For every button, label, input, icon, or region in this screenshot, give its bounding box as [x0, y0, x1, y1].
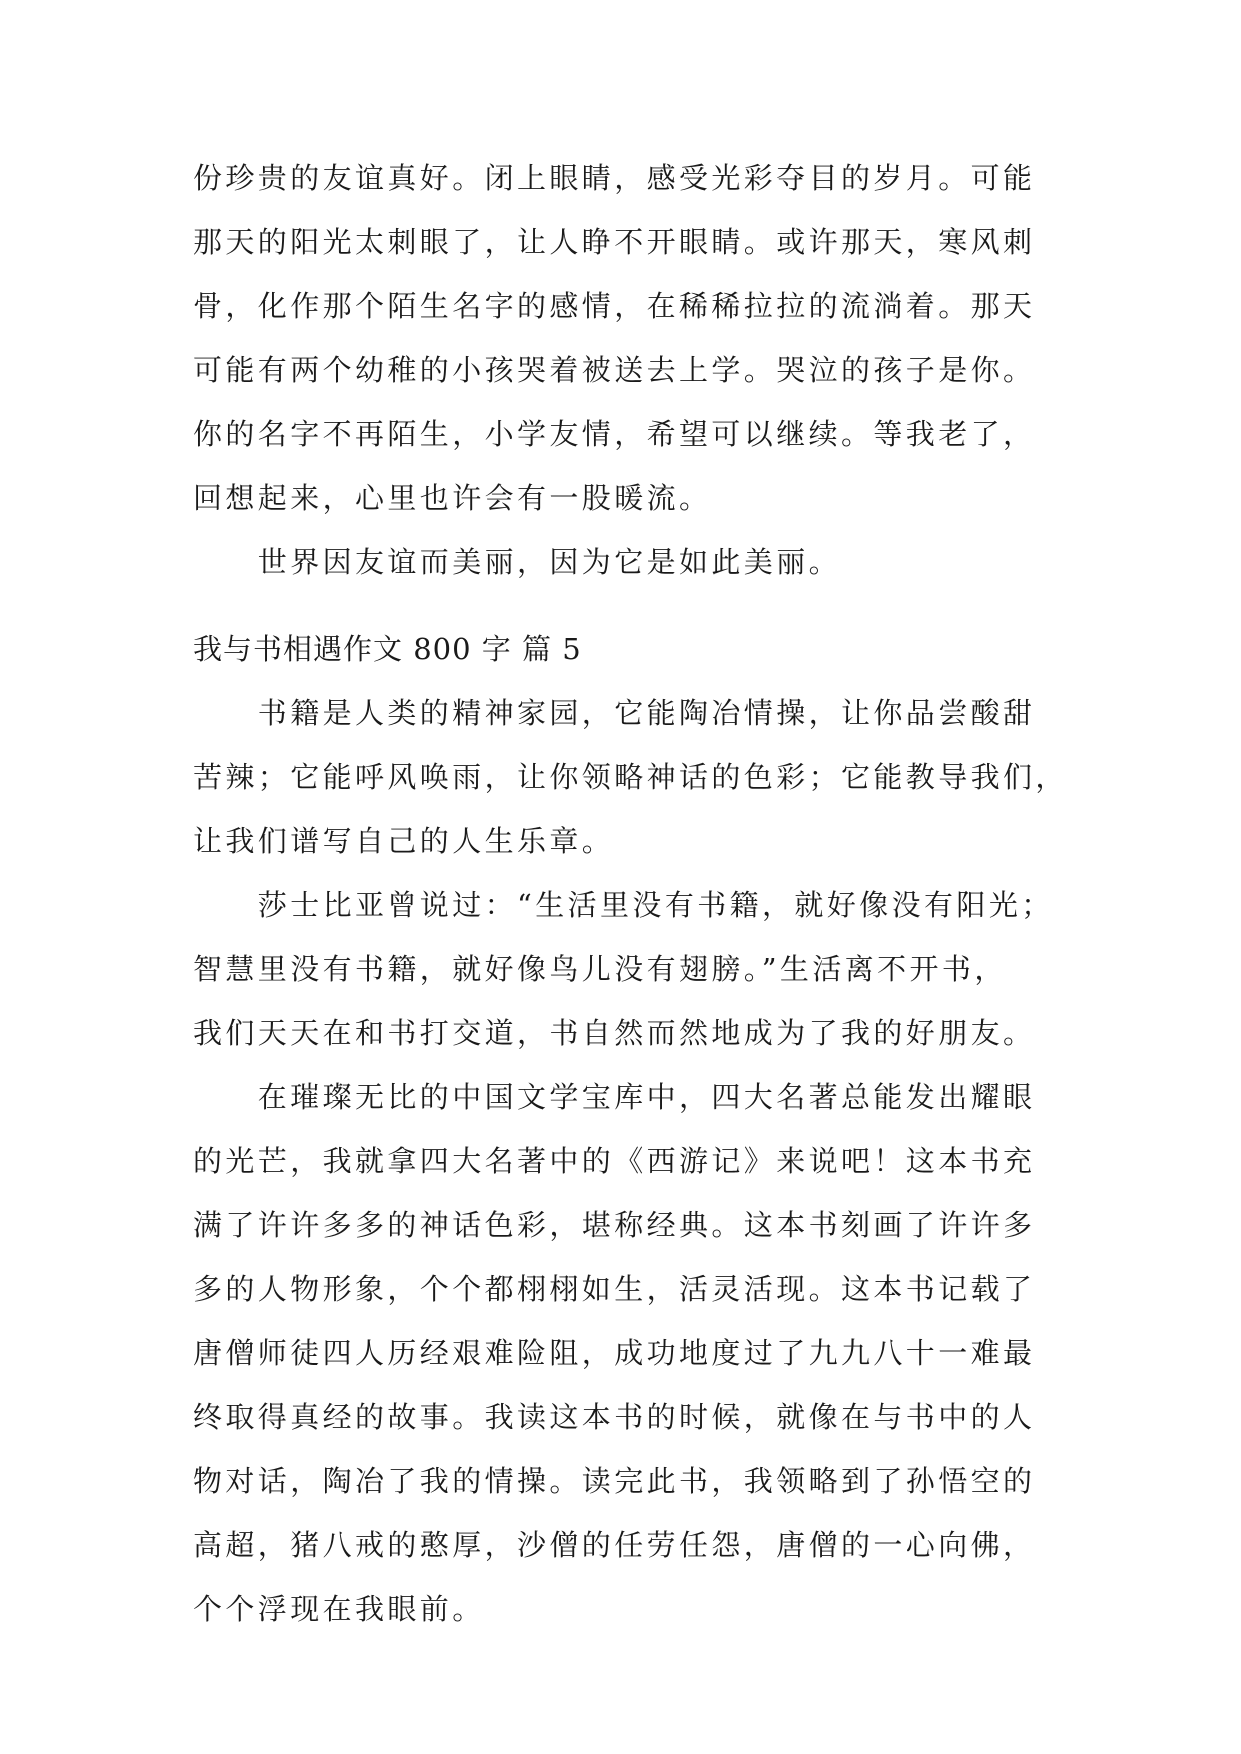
text-line: 在璀璨无比的中国文学宝库中，四大名著总能发出耀眼: [193, 1080, 1036, 1114]
section-heading: 我与书相遇作文 800 字 篇 5: [193, 632, 582, 666]
text-line: 智慧里没有书籍，就好像鸟儿没有翅膀。”生活离不开书，: [193, 952, 1007, 986]
text-line: 多的人物形象，个个都栩栩如生，活灵活现。这本书记载了: [193, 1272, 1036, 1306]
text-line: 个个浮现在我眼前。: [193, 1592, 485, 1626]
text-line: 终取得真经的故事。我读这本书的时候，就像在与书中的人: [193, 1400, 1036, 1434]
text-line: 的光芒，我就拿四大名著中的《西游记》来说吧！这本书充: [193, 1144, 1036, 1178]
text-line: 我们天天在和书打交道，书自然而然地成为了我的好朋友。: [193, 1016, 1036, 1050]
text-line: 莎士比亚曾说过：“生活里没有书籍，就好像没有阳光；: [193, 888, 1054, 922]
text-line: 高超，猪八戒的憨厚，沙僧的任劳任怨，唐僧的一心向佛，: [193, 1528, 1036, 1562]
text-line: 回想起来，心里也许会有一股暖流。: [193, 481, 712, 515]
text-line: 物对话，陶冶了我的情操。读完此书，我领略到了孙悟空的: [193, 1464, 1036, 1498]
text-line: 让我们谱写自己的人生乐章。: [193, 824, 615, 858]
text-line: 苦辣；它能呼风唤雨，让你领略神话的色彩；它能教导我们，: [193, 760, 1068, 794]
text-line: 可能有两个幼稚的小孩哭着被送去上学。哭泣的孩子是你。: [193, 353, 1036, 387]
text-line: 那天的阳光太刺眼了，让人睁不开眼睛。或许那天，寒风刺: [193, 225, 1036, 259]
text-line: 世界因友谊而美丽，因为它是如此美丽。: [193, 545, 842, 579]
text-line: 唐僧师徒四人历经艰难险阻，成功地度过了九九八十一难最: [193, 1336, 1036, 1370]
text-line: 你的名字不再陌生，小学友情，希望可以继续。等我老了，: [193, 417, 1036, 451]
text-line: 书籍是人类的精神家园，它能陶冶情操，让你品尝酸甜: [193, 696, 1036, 730]
text-line: 满了许许多多的神话色彩，堪称经典。这本书刻画了许许多: [193, 1208, 1036, 1242]
text-line: 份珍贵的友谊真好。闭上眼睛，感受光彩夺目的岁月。可能: [193, 161, 1036, 195]
text-line: 骨，化作那个陌生名字的感情，在稀稀拉拉的流淌着。那天: [193, 289, 1036, 323]
